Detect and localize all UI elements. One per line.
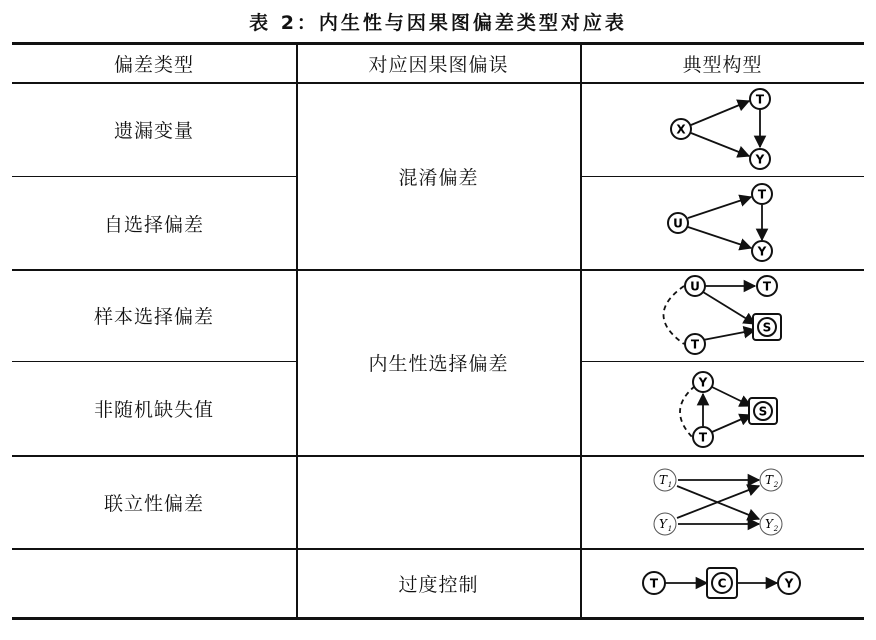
node-t1 [654, 469, 676, 491]
edge-y-t-dashed [680, 386, 695, 440]
edge-t-s [703, 330, 755, 340]
svg-text:Y: Y [659, 517, 667, 531]
row-label-simultaneity: 联立性偏差 [103, 492, 204, 515]
row-label-self-selection: 自选择偏差 [103, 213, 204, 236]
svg-text:T: T [658, 473, 668, 487]
group-overcontrol: 过度控制 [398, 573, 479, 596]
row-label-omitted-variable: 遗漏变量 [113, 120, 194, 142]
edge-u-y [688, 227, 751, 248]
svg-text:Y: Y [784, 576, 794, 591]
node-t [752, 184, 772, 204]
diagram-missing-not-at-random [581, 362, 864, 455]
node-y [693, 372, 713, 392]
diagram-omitted-variable [581, 83, 864, 176]
bias-type-table [12, 42, 864, 620]
node-t [693, 427, 713, 447]
svg-text:T: T [764, 473, 774, 487]
edge-t-s [712, 415, 751, 432]
edge-y-s [712, 387, 751, 406]
diagram-overcontrol [581, 549, 864, 617]
edge-u-t [688, 197, 751, 218]
node-x [671, 119, 691, 139]
bottom-rule [12, 617, 864, 620]
svg-text:C: C [717, 576, 727, 591]
node-y [752, 241, 772, 261]
diagram-sample-selection [581, 270, 864, 361]
header-bias-type: 偏差类型 [113, 54, 194, 76]
node-s-selected [749, 398, 777, 424]
svg-text:U: U [673, 216, 683, 231]
svg-text:2: 2 [773, 481, 779, 489]
svg-text:Y: Y [757, 244, 767, 259]
group-endogenous-selection-bias: 内生性选择偏差 [368, 353, 509, 375]
node-u [668, 213, 688, 233]
svg-text:X: X [676, 122, 686, 137]
svg-text:Y: Y [698, 375, 708, 390]
svg-text:S: S [758, 404, 768, 419]
node-c-controlled [707, 568, 737, 598]
node-y2 [760, 513, 782, 535]
node-t [643, 572, 665, 594]
node-t-bottom [685, 334, 705, 354]
row-label-sample-selection: 样本选择偏差 [93, 306, 214, 328]
group-confounding-bias: 混淆偏差 [398, 166, 479, 189]
edge-x-t [691, 101, 749, 125]
svg-text:U: U [690, 279, 700, 294]
node-u [685, 276, 705, 296]
node-y [750, 149, 770, 169]
svg-text:S: S [762, 320, 772, 335]
node-y1 [654, 513, 676, 535]
svg-text:T: T [755, 92, 765, 107]
edge-u-s [703, 292, 755, 324]
node-t2 [760, 469, 782, 491]
diagram-simultaneity [581, 456, 864, 548]
svg-text:Y: Y [755, 152, 765, 167]
header-typical-configuration: 典型构型 [682, 54, 763, 76]
svg-text:T: T [698, 430, 708, 445]
svg-text:T: T [690, 337, 700, 352]
svg-text:T: T [762, 279, 772, 294]
svg-text:T: T [649, 576, 659, 591]
row-label-empty [12, 549, 296, 617]
node-s-selected [753, 314, 781, 340]
svg-text:1: 1 [667, 481, 673, 489]
svg-text:T: T [757, 187, 767, 202]
edge-u-t-dashed [664, 286, 685, 344]
edge-x-y [691, 133, 749, 156]
svg-text:1: 1 [667, 525, 673, 533]
header-causal-graph-error: 对应因果图偏误 [368, 54, 509, 76]
node-t-top [757, 276, 777, 296]
node-t [750, 89, 770, 109]
diagram-self-selection [581, 177, 864, 269]
row-label-missing-not-at-random: 非随机缺失值 [93, 399, 214, 421]
svg-text:2: 2 [773, 525, 779, 533]
node-y [778, 572, 800, 594]
svg-text:Y: Y [765, 517, 773, 531]
table-caption: 表 2：内生性与因果图偏差类型对应表 [249, 12, 627, 34]
